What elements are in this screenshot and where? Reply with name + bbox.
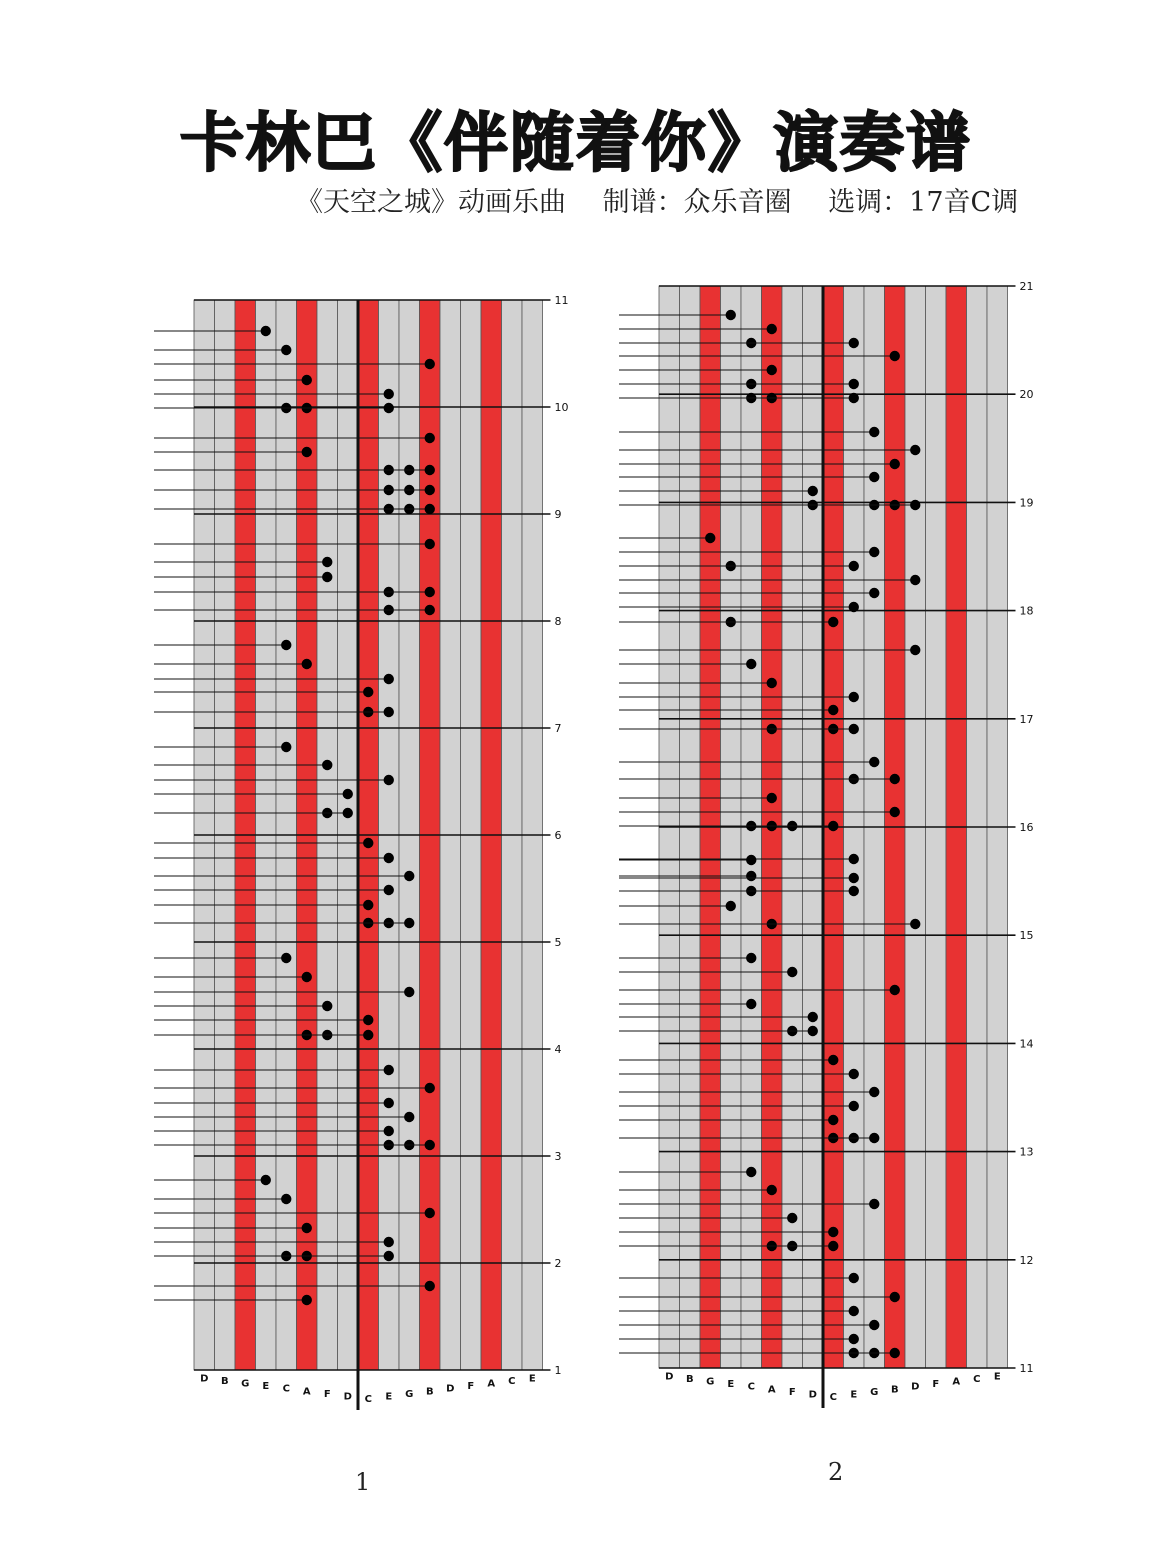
key-label: G: [706, 1376, 715, 1388]
note-dot: [705, 533, 715, 543]
measure-number: 4: [554, 1043, 562, 1056]
note-dot: [767, 793, 777, 803]
measure-number: 15: [1019, 929, 1034, 943]
note-dot: [849, 724, 859, 734]
note-dot: [869, 757, 879, 767]
note-dot: [828, 1055, 838, 1065]
note-dot: [910, 645, 920, 655]
note-dot: [746, 999, 756, 1009]
key-label: D: [446, 1383, 455, 1395]
note-dot: [910, 445, 920, 455]
note-dot: [746, 855, 756, 865]
key-label: B: [890, 1384, 899, 1396]
note-dot: [910, 575, 920, 585]
key-label: D: [343, 1391, 352, 1403]
note-dot: [869, 1199, 879, 1209]
key-label: G: [870, 1386, 879, 1398]
note-dot: [890, 1292, 900, 1302]
note-dot: [808, 486, 818, 496]
measure-number: 17: [1019, 712, 1034, 726]
measure-number: 7: [554, 722, 562, 735]
note-dot: [849, 1069, 859, 1079]
note-dot: [890, 459, 900, 469]
note-dot: [869, 427, 879, 437]
measure-number: 10: [554, 401, 569, 414]
note-dot: [869, 1087, 879, 1097]
note-dot: [849, 692, 859, 702]
note-dot: [746, 1167, 756, 1177]
key-label: B: [425, 1386, 434, 1398]
note-dot: [767, 678, 777, 688]
note-dot: [890, 985, 900, 995]
note-dot: [849, 379, 859, 389]
key-label: E: [850, 1389, 858, 1401]
measure-number: 9: [554, 508, 562, 521]
key-label: C: [508, 1375, 516, 1387]
note-dot: [849, 1306, 859, 1316]
note-dot: [828, 617, 838, 627]
measure-number: 6: [554, 829, 562, 842]
key-label: E: [727, 1379, 735, 1391]
source-text: 《天空之城》动画乐曲: [296, 187, 566, 218]
note-dot: [828, 705, 838, 715]
note-dot: [849, 873, 859, 883]
note-dot: [890, 774, 900, 784]
key-label: F: [788, 1386, 796, 1398]
note-dot: [869, 588, 879, 598]
key-label: F: [323, 1388, 331, 1400]
note-dot: [890, 807, 900, 817]
note-dot: [746, 871, 756, 881]
measure-number: 5: [554, 936, 562, 949]
arranger-text: 制谱：众乐音圈: [602, 187, 792, 218]
note-dot: [787, 1213, 797, 1223]
note-dot: [746, 953, 756, 963]
key-label: F: [467, 1381, 475, 1393]
note-dot: [828, 1241, 838, 1251]
key-label: B: [685, 1373, 694, 1385]
measure-number: 11: [554, 294, 569, 307]
measure-number: 11: [1019, 1362, 1034, 1375]
key-text: 选调：17音C调: [828, 187, 1019, 218]
measure-number: 20: [1019, 388, 1034, 402]
key-label: D: [911, 1381, 920, 1393]
note-dot: [849, 393, 859, 403]
measure-number: 18: [1019, 604, 1034, 618]
note-dot: [808, 1026, 818, 1036]
key-label: B: [220, 1375, 229, 1387]
key-label: C: [747, 1381, 755, 1393]
measure-number: 2: [554, 1257, 562, 1270]
page-number-1: 1: [355, 1468, 371, 1496]
measure-number: 19: [1019, 496, 1034, 510]
measure-number: 3: [554, 1150, 562, 1163]
measure-number: 12: [1019, 1253, 1034, 1267]
note-dot: [767, 1185, 777, 1195]
key-label: C: [973, 1373, 981, 1385]
key-label: E: [528, 1373, 536, 1385]
key-label: E: [262, 1381, 270, 1393]
note-dot: [869, 1133, 879, 1143]
key-label: C: [282, 1383, 290, 1395]
key-label: G: [241, 1378, 250, 1390]
key-label: C: [364, 1394, 372, 1406]
measure-number: 16: [1019, 821, 1034, 834]
measure-number: 14: [1019, 1037, 1034, 1051]
key-label: A: [487, 1378, 496, 1390]
note-dot: [726, 901, 736, 911]
key-label: D: [200, 1373, 209, 1385]
note-dot: [787, 967, 797, 977]
key-label: D: [808, 1389, 817, 1401]
key-label: A: [767, 1384, 776, 1396]
note-dot: [849, 886, 859, 896]
note-dot: [910, 919, 920, 929]
note-dot: [890, 1348, 900, 1358]
note-dot: [828, 1115, 838, 1125]
note-dot: [869, 472, 879, 482]
note-dot: [767, 365, 777, 375]
measure-number: 21: [1019, 280, 1034, 293]
note-dot: [767, 324, 777, 334]
note-dot: [849, 1273, 859, 1283]
note-dot: [849, 602, 859, 612]
key-label: F: [932, 1379, 940, 1391]
note-dot: [849, 1334, 859, 1344]
note-dot: [869, 547, 879, 557]
note-dot: [746, 659, 756, 669]
note-dot: [849, 561, 859, 571]
measure-number: 8: [554, 615, 562, 628]
note-dot: [849, 338, 859, 348]
key-label: D: [665, 1371, 674, 1383]
key-label: E: [385, 1391, 393, 1403]
note-dot: [828, 1227, 838, 1237]
page-title: 卡林巴《伴随着你》演奏谱: [180, 107, 972, 181]
key-label: A: [952, 1376, 961, 1388]
key-label: C: [829, 1392, 837, 1404]
key-label: E: [993, 1371, 1001, 1383]
measure-number: 13: [1019, 1145, 1034, 1159]
note-dot: [828, 821, 838, 831]
note-dot: [726, 310, 736, 320]
page-number-2: 2: [828, 1458, 844, 1486]
measure-number: 1: [554, 1364, 562, 1377]
note-dot: [869, 1320, 879, 1330]
note-dot: [890, 351, 900, 361]
key-label: A: [302, 1386, 311, 1398]
note-dot: [849, 854, 859, 864]
note-dot: [808, 1012, 818, 1022]
key-label: G: [405, 1388, 414, 1400]
note-dot: [910, 500, 920, 510]
note-dot: [849, 1101, 859, 1111]
